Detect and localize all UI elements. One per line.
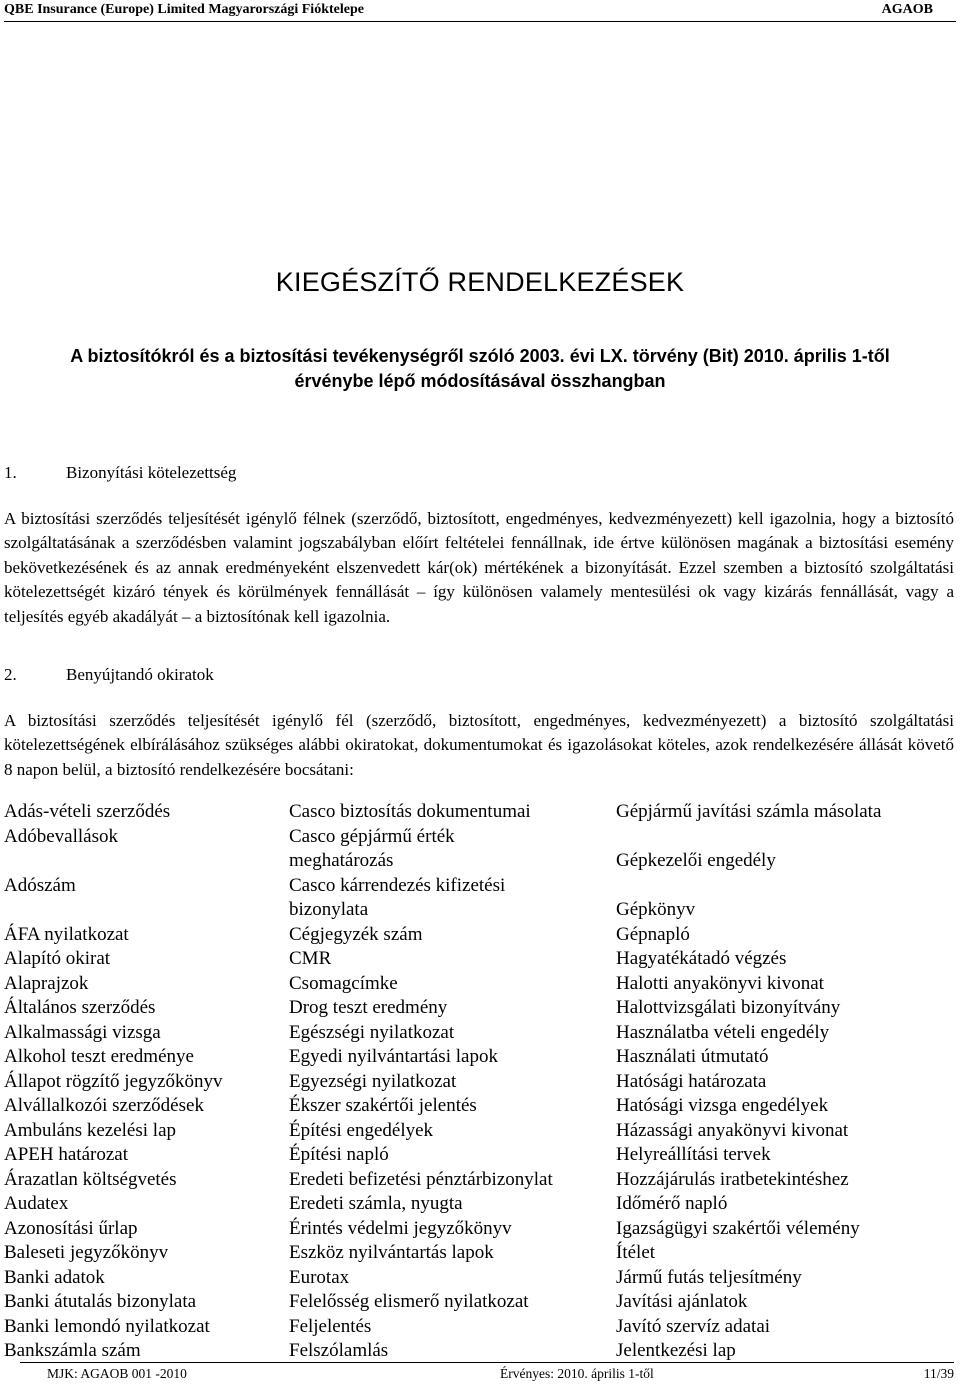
document-item: Banki átutalás bizonylata — [4, 1291, 197, 1312]
document-item: Hozzájárulás iratbetekintéshez — [616, 1168, 849, 1190]
document-item: meghatározás — [289, 850, 394, 871]
subtitle-line-1: A biztosítókról és a biztosítási tevékenységről szóló 2003. évi LX. törvény (Bit) 2010. április 1-től — [70, 346, 890, 366]
document-item: Ambuláns kezelési lap — [4, 1119, 177, 1141]
document-item: Eredeti számla, nyugta — [289, 1193, 463, 1214]
page-subtitle — [40, 344, 920, 394]
page-title: KIEGÉSZÍTŐ RENDELKEZÉSEK — [275, 267, 685, 297]
document-item: Felelősség elismerő nyilatkozat — [289, 1291, 529, 1312]
footer-doc-id: MJK: AGAOB 001 -2010 — [47, 1366, 187, 1381]
document-item: Hatósági vizsga engedélyek — [616, 1095, 829, 1116]
section-1-heading — [4, 463, 236, 483]
document-item: Adószám — [4, 874, 76, 896]
document-item: Építési engedélyek — [289, 1119, 434, 1141]
document-item: Ítélet — [616, 1242, 656, 1263]
document-item: Alvállalkozói szerződések — [4, 1095, 204, 1116]
document-item: Audatex — [4, 1193, 69, 1214]
document-item: Bankszámla szám — [4, 1340, 141, 1361]
document-item: Ékszer szakértői jelentés — [289, 1095, 477, 1116]
document-item: Használatba vételi engedély — [616, 1021, 830, 1043]
document-item: Felszólamlás — [289, 1340, 389, 1361]
page-header — [4, 0, 956, 22]
document-item: Banki adatok — [4, 1266, 105, 1288]
document-item: Csomagcímke — [289, 972, 398, 994]
document-item: Egészségi nyilatkozat — [289, 1021, 455, 1043]
section-1-number: 1. — [4, 463, 17, 482]
document-item — [616, 874, 881, 899]
document-item: Azonosítási űrlap — [4, 1217, 138, 1239]
document-item — [4, 849, 222, 874]
document-item: Adóbevallások — [4, 825, 118, 847]
document-item: Halotti anyakönyvi kivonat — [616, 972, 824, 994]
document-item — [4, 898, 222, 923]
section-2-number: 2. — [4, 665, 17, 684]
subtitle-line-2: érvénybe lépő módosításával összhangban — [294, 371, 666, 391]
footer-page-number: 11/39 — [923, 1366, 954, 1381]
document-item: Casco kárrendezés kifizetési — [289, 874, 506, 896]
document-item: Eredeti befizetési pénztárbizonylat — [289, 1168, 553, 1190]
document-item: Halottvizsgálati bizonyítvány — [616, 997, 841, 1018]
document-item: Jelentkezési lap — [616, 1340, 736, 1361]
document-item: Építési napló — [289, 1144, 389, 1165]
documents-column-2 — [289, 800, 553, 1364]
document-item: Állapot rögzítő jegyzőkönyv — [4, 1070, 223, 1092]
document-item: Feljelentés — [289, 1315, 372, 1337]
document-item: Gépkezelői engedély — [616, 850, 776, 871]
document-item: Használati útmutató — [616, 1046, 769, 1067]
document-item: Helyreállítási tervek — [616, 1144, 771, 1165]
document-item: Banki lemondó nyilatkozat — [4, 1315, 210, 1337]
document-item: Cégjegyzék szám — [289, 923, 423, 945]
document-item: Alkohol teszt eredménye — [4, 1046, 194, 1067]
document-item — [616, 825, 881, 850]
document-item: Alaprajzok — [4, 972, 89, 994]
document-item: Drog teszt eredmény — [289, 997, 448, 1018]
section-2-heading — [4, 665, 214, 685]
header-company: QBE Insurance (Europe) Limited Magyarországi Fióktelepe — [4, 2, 364, 17]
document-item: Casco biztosítás dokumentumai — [289, 801, 531, 822]
document-item: Javítási ajánlatok — [616, 1291, 748, 1312]
document-item: Gépkönyv — [616, 899, 696, 920]
document-item: Hagyatékátadó végzés — [616, 948, 787, 969]
footer-divider — [20, 1362, 954, 1363]
document-item: Árazatlan költségvetés — [4, 1168, 177, 1190]
footer-validity: Érvényes: 2010. április 1-től — [500, 1366, 654, 1381]
document-item: Eszköz nyilvántartás lapok — [289, 1242, 494, 1263]
document-item: bizonylata — [289, 899, 369, 920]
document-item: Házassági anyakönyvi kivonat — [616, 1119, 849, 1141]
section-2-title: Benyújtandó okiratok — [66, 665, 214, 684]
document-item: ÁFA nyilatkozat — [4, 923, 129, 945]
document-item: Adás-vételi szerződés — [4, 801, 171, 822]
documents-column-1 — [4, 800, 222, 1364]
document-item: Baleseti jegyzőkönyv — [4, 1242, 169, 1263]
section-1-body: A biztosítási szerződés teljesítését igénylő félnek (szerződő, biztosított, engedményes, kedvezményezett) kell igazolnia, hogy a biztosító szolgáltatásának a szerződésben valamint jogszabályban előírt feltételei fennállnak, ide értve különösen magának a biztosítási esemény bekövetkezésének és az annak eredményeként elszenvedett kár(ok) mértékének a bizonyítását. Ezzel szemben a biztosító szolgáltatási kötelezettségét kizáró tények és körülmények fennállását – így különösen valamely mentesülési ok vagy kizárás fennállását, vagy a teljesítés egyéb akadályát – a biztosítónak kell igazolnia. — [4, 509, 954, 626]
document-item: Egyedi nyilvántartási lapok — [289, 1046, 498, 1067]
document-item: Alkalmassági vizsga — [4, 1021, 161, 1043]
documents-column-3 — [616, 800, 881, 1364]
document-item: CMR — [289, 948, 332, 969]
document-item: Érintés védelmi jegyzőkönyv — [289, 1217, 512, 1239]
document-item: Általános szerződés — [4, 997, 156, 1018]
document-item: Egyezségi nyilatkozat — [289, 1070, 457, 1092]
document-item: Gépnapló — [616, 923, 690, 945]
document-item: Casco gépjármű érték — [289, 825, 455, 847]
document-item: Gépjármű javítási számla másolata — [616, 801, 882, 822]
document-item: Időmérő napló — [616, 1193, 728, 1214]
document-item: Jármű futás teljesítmény — [616, 1266, 802, 1288]
document-item: Javító szervíz adatai — [616, 1315, 771, 1337]
document-item: Alapító okirat — [4, 948, 111, 969]
section-2-body: A biztosítási szerződés teljesítését igénylő fél (szerződő, biztosított, engedményes, kedvezményezett) a biztosító szolgáltatási kötelezettségének elbírálásához szükséges alábbi okiratokat, dokumentumokat és igazolásokat köteles, azok rendelkezésére állását követő 8 napon belül, a biztosító rendelkezésére bocsátani: — [4, 711, 954, 779]
page-footer — [20, 1364, 954, 1384]
document-item: APEH határozat — [4, 1144, 128, 1165]
document-item: Igazságügyi szakértői vélemény — [616, 1217, 860, 1239]
document-item: Hatósági határozata — [616, 1070, 767, 1092]
header-divider — [4, 21, 956, 22]
document-item: Eurotax — [289, 1266, 350, 1288]
header-code: AGAOB — [881, 2, 933, 17]
section-1-title: Bizonyítási kötelezettség — [66, 463, 237, 482]
